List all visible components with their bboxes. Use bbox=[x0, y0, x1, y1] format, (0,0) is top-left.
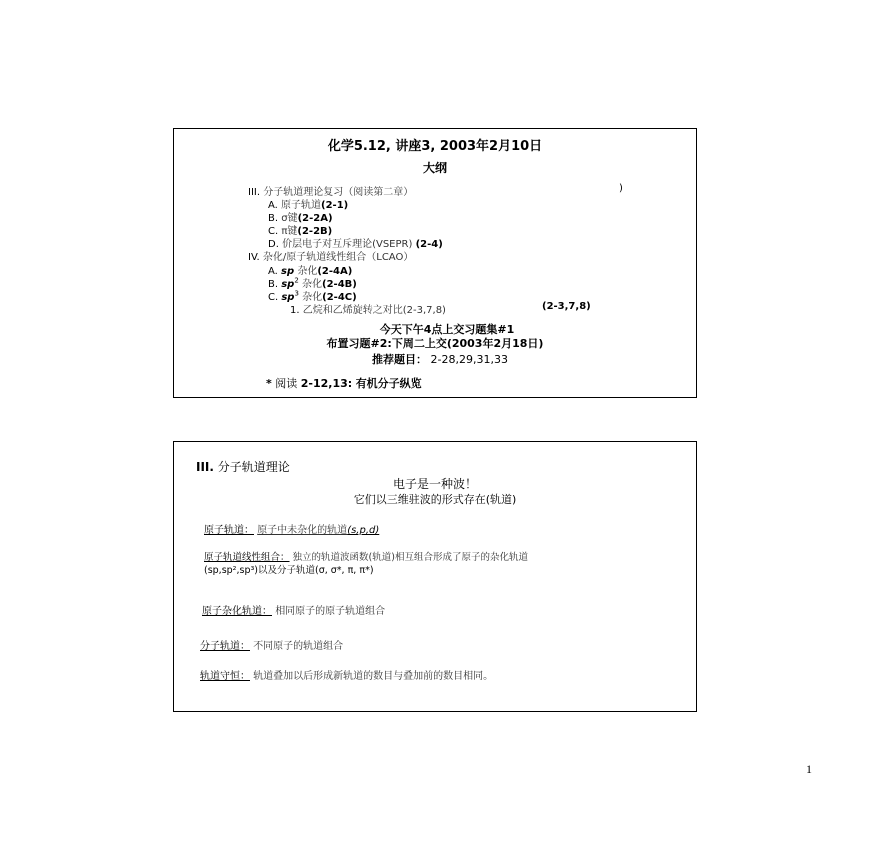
slide-heading: III. 分子轨道理论 bbox=[196, 460, 290, 474]
outline-subitem-ref: (2-3,7,8) bbox=[542, 301, 591, 312]
outline-subitem: 1. 乙烷和乙烯旋转之对比(2-3,7,8) bbox=[290, 305, 446, 316]
slide-mo-theory bbox=[173, 441, 697, 712]
section-label: IV. bbox=[248, 252, 260, 263]
definition-orbital-conservation: 轨道守恒： 轨道叠加以后形成新轨道的数目与叠加前的数目相同。 bbox=[200, 671, 494, 682]
reading-assignment: * 阅读 2-12,13: 有机分子纵览 bbox=[266, 377, 422, 390]
definition-hybrid-orbital: 原子杂化轨道： 相同原子的原子轨道组合 bbox=[202, 606, 386, 617]
section-text: 分子轨道理论复习（阅读第二章） bbox=[263, 187, 414, 198]
electron-wave-statement: 电子是一种波！ bbox=[392, 477, 477, 491]
definition-lcao: 原子轨道线性组合： 独立的轨道波函数(轨道)相互组合形成了原子的杂化轨道 bbox=[204, 552, 528, 563]
outline-heading: 大纲 bbox=[422, 161, 447, 175]
slide-outline bbox=[173, 128, 697, 398]
homework-assigned: 布置习题#2:下周二上交(2003年2月18日) bbox=[326, 337, 544, 350]
definition-atomic-orbital: 原子轨道： 原子中未杂化的轨道(s,p,d) bbox=[204, 525, 380, 536]
outline-item: C. $sp^3$ 杂化(2-4C) bbox=[268, 289, 357, 303]
homework-due: 今天下午4点上交习题集#1 bbox=[379, 323, 515, 336]
outline-item: B. σ键(2-2A) bbox=[268, 213, 333, 224]
outline-item: A. sp 杂化(2-4A) bbox=[268, 266, 353, 277]
standing-wave-statement: 它们以三维驻波的形式存在(轨道) bbox=[353, 493, 517, 506]
section-iv-heading bbox=[248, 248, 413, 263]
section-text: 杂化/原子轨道线性组合（LCAO） bbox=[262, 252, 414, 263]
definition-lcao-continued: (sp,sp²,sp³)以及分子轨道(σ, σ*, π, π*) bbox=[204, 565, 374, 576]
recommended-problems: 推荐题目： 2-28,29,31,33 bbox=[372, 353, 508, 366]
section-label: III. bbox=[248, 187, 261, 198]
stray-marker: ) bbox=[619, 183, 623, 194]
definition-molecular-orbital: 分子轨道： 不同原子的轨道组合 bbox=[200, 641, 344, 652]
outline-item: B. $sp^2$ 杂化(2-4B) bbox=[268, 276, 357, 290]
page-number: 1 bbox=[806, 762, 812, 776]
outline-item: D. 价层电子对互斥理论(VSEPR) (2-4) bbox=[268, 239, 443, 250]
lecture-title: 化学5.12, 讲座3, 2003年2月10日 bbox=[327, 139, 543, 154]
outline-item: C. π键(2-2B) bbox=[268, 226, 333, 237]
outline-item: A. 原子轨道(2-1) bbox=[268, 200, 349, 211]
